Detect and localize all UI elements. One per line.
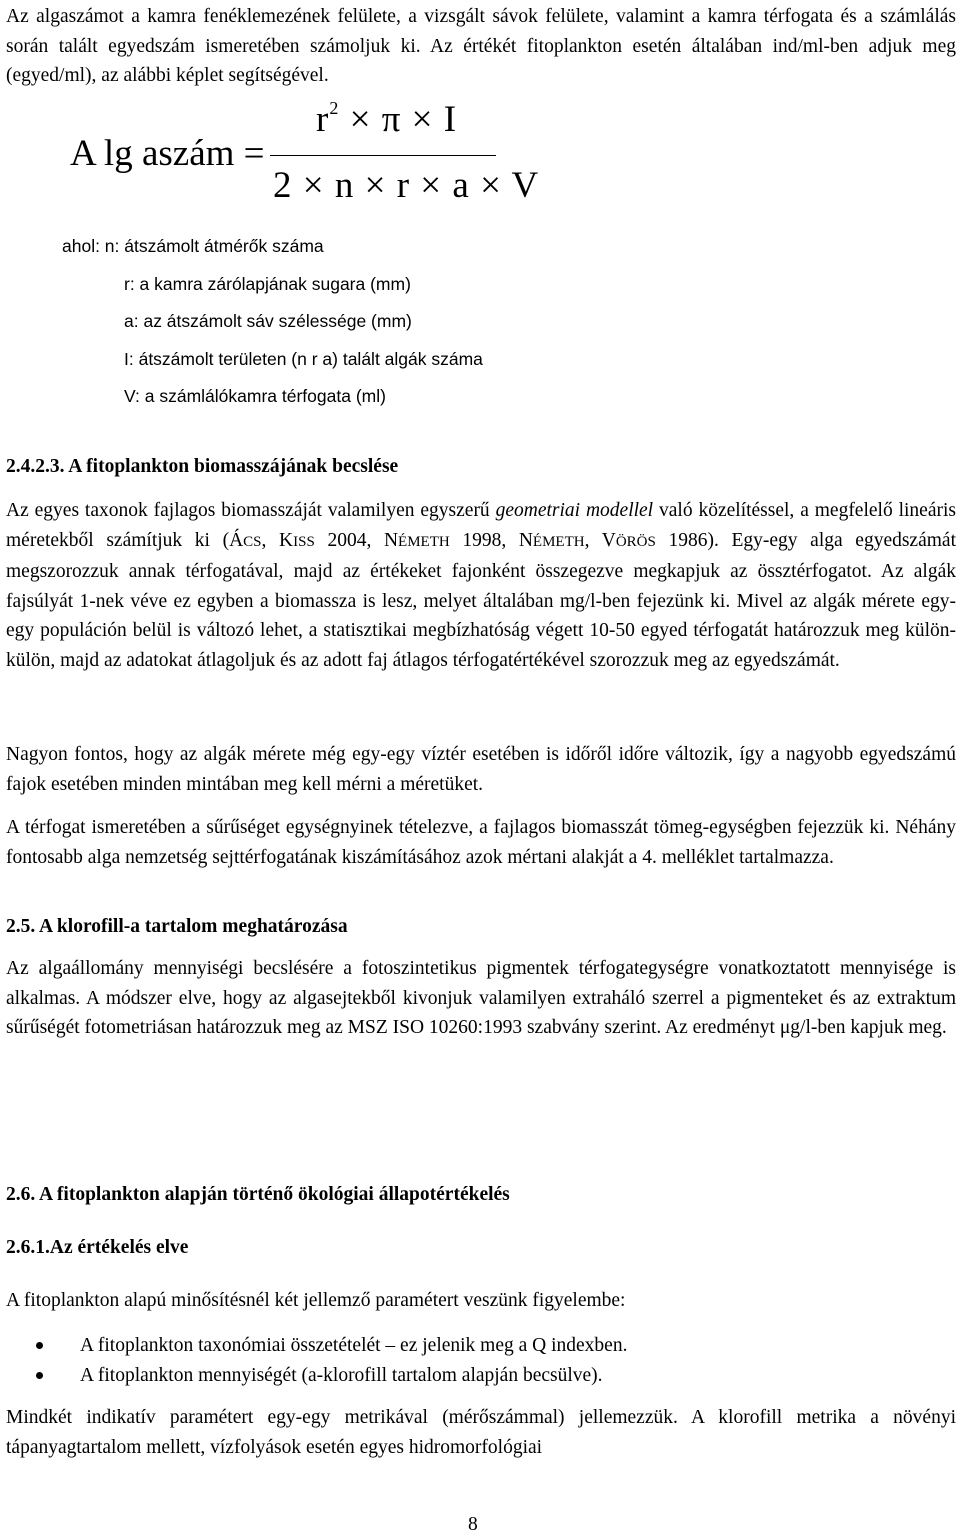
definition-r: r: a kamra zárólapjának sugara (mm) [124, 273, 411, 294]
paragraph-size-variation: Nagyon fontos, hogy az algák mérete még egy-egy víztér esetében is időről időre változik, így a nagyobb egyedszámú fajok esetében minden mintában meg kell mérni a méretüket. [6, 744, 956, 795]
paragraph-biomass [6, 496, 956, 675]
italic-term: geometriai modellel [495, 500, 654, 521]
text-run: 2004, N [314, 529, 399, 551]
bullet-icon [36, 1342, 43, 1349]
alga-count-formula [70, 97, 540, 216]
text-run: Az egyes taxonok fajlagos biomasszáját valamilyen egyszerű [6, 500, 496, 521]
heading-2-5: 2.5. A klorofill-a tartalom meghatározása [6, 916, 348, 937]
heading-2-6-1: 2.6.1.Az értékelés elve [6, 1237, 189, 1258]
text-run: 1986). Egy-egy alga egyedszámát megszorozzuk annak térfogatával, majd az értékeket fajonként összegezve megkapjuk az össztérfogatot. Az algák fajsúlyát 1-nek véve ez egyben a biomassza is lesz, melyet általában mg/l-ben fejezünk ki. Mivel az algák mérete egy-egy populáción belül is változó lehet, a statisztikai megbízhatóság végett 10-50 egyed térfogatát határozzuk meg külön-külön, majd az adatokat átlagoljuk és az adott faj átlagos térfogatértékével szorozzuk meg az egyedszámát. [6, 529, 956, 671]
definition-a: a: az átszámolt sáv szélessége (mm) [124, 311, 412, 331]
formula-numerator [316, 98, 457, 141]
definition-i: I: átszámolt területen (n r a) talált algák száma [124, 348, 483, 369]
text-run: 1998, N [449, 529, 533, 551]
bullet-icon [36, 1372, 43, 1379]
formula-lhs: A lg aszám = [70, 133, 265, 174]
intro-paragraph: Az algaszámot a kamra fenéklemezének felülete, a vizsgált sávok felülete, valamint a kamra térfogata és a számlálás során talált egyedszám ismeretében számoljuk ki. Az értékét fitoplankton esetén általában ind/ml-ben adjuk meg (egyed/ml), az alábbi képlet segítségével. [6, 6, 956, 86]
variable-definitions [62, 228, 483, 416]
parameter-list [6, 1331, 956, 1390]
small-caps-author: ISS [293, 533, 315, 550]
list-item-text: A fitoplankton taxonómiai összetételét – ez jelenik meg a Q indexben. [80, 1335, 628, 1356]
definition-n: ahol: n: átszámolt átmérők száma [62, 236, 324, 256]
list-item [6, 1361, 956, 1391]
heading-2-4-2-3: 2.4.2.3. A fitoplankton biomasszájának becslése [6, 456, 399, 477]
text-run: , K [261, 529, 294, 551]
paragraph-volume-density: A térfogat ismeretében a sűrűséget egységnyinek tételezve, a fajlagos biomasszát tömeg-egységben fejezzük ki. Néhány fontosabb alga nemzetség sejttérfogatának kiszámításához azok mértani alakját a 4. melléklet tartalmazza. [6, 817, 956, 868]
definition-v: V: a számlálókamra térfogata (ml) [124, 386, 386, 406]
formula-numerator-exponent: 2 [329, 97, 340, 118]
formula-numerator-rest: × π × I [339, 99, 458, 140]
small-caps-author: ÉMETH [398, 533, 450, 550]
heading-2-6: 2.6. A fitoplankton alapján történő ökológiai állapotértékelés [6, 1184, 510, 1205]
small-caps-author: CS [243, 533, 262, 550]
page-number: 8 [468, 1514, 478, 1535]
paragraph-metrics: Mindkét indikatív paramétert egy-egy metrikával (mérőszámmal) jellemezzük. A klorofill metrika a növényi tápanyagtartalom mellett, vízfolyások esetén egyes hidromorfológiai [6, 1407, 956, 1458]
paragraph-parameters-intro: A fitoplankton alapú minősítésnél két jellemző paramétert veszünk figyelembe: [6, 1290, 626, 1311]
formula-denominator: 2 × n × r × a × V [273, 165, 540, 206]
document-page [6, 0, 956, 1537]
text-run: , V [584, 529, 616, 551]
list-item-text: A fitoplankton mennyiségét (a-klorofill tartalom alapján becsülve). [80, 1364, 603, 1386]
list-item [6, 1331, 956, 1361]
fraction-bar [270, 155, 496, 156]
paragraph-chlorophyll: Az algaállomány mennyiségi becslésére a fotoszintetikus pigmentek térfogategységre vonatkoztatott mennyisége is alkalmas. A módszer elve, hogy az algasejtekből kivonjuk valamilyen extraháló szerrel a pigmenteket és az extraktum sűrűségét fotometriásan határozzuk meg az MSZ ISO 10260:1993 szabvány szerint. Az eredményt μg/l-ben kapjuk meg. [6, 958, 956, 1038]
small-caps-author: ÉMETH [532, 533, 585, 550]
text-run: való közelítéssel, a megfelelő lineáris méretekből számítjuk ki (Á [6, 500, 956, 551]
formula-numerator-base: r [316, 99, 330, 140]
small-caps-author: ÖRÖS [615, 533, 656, 550]
